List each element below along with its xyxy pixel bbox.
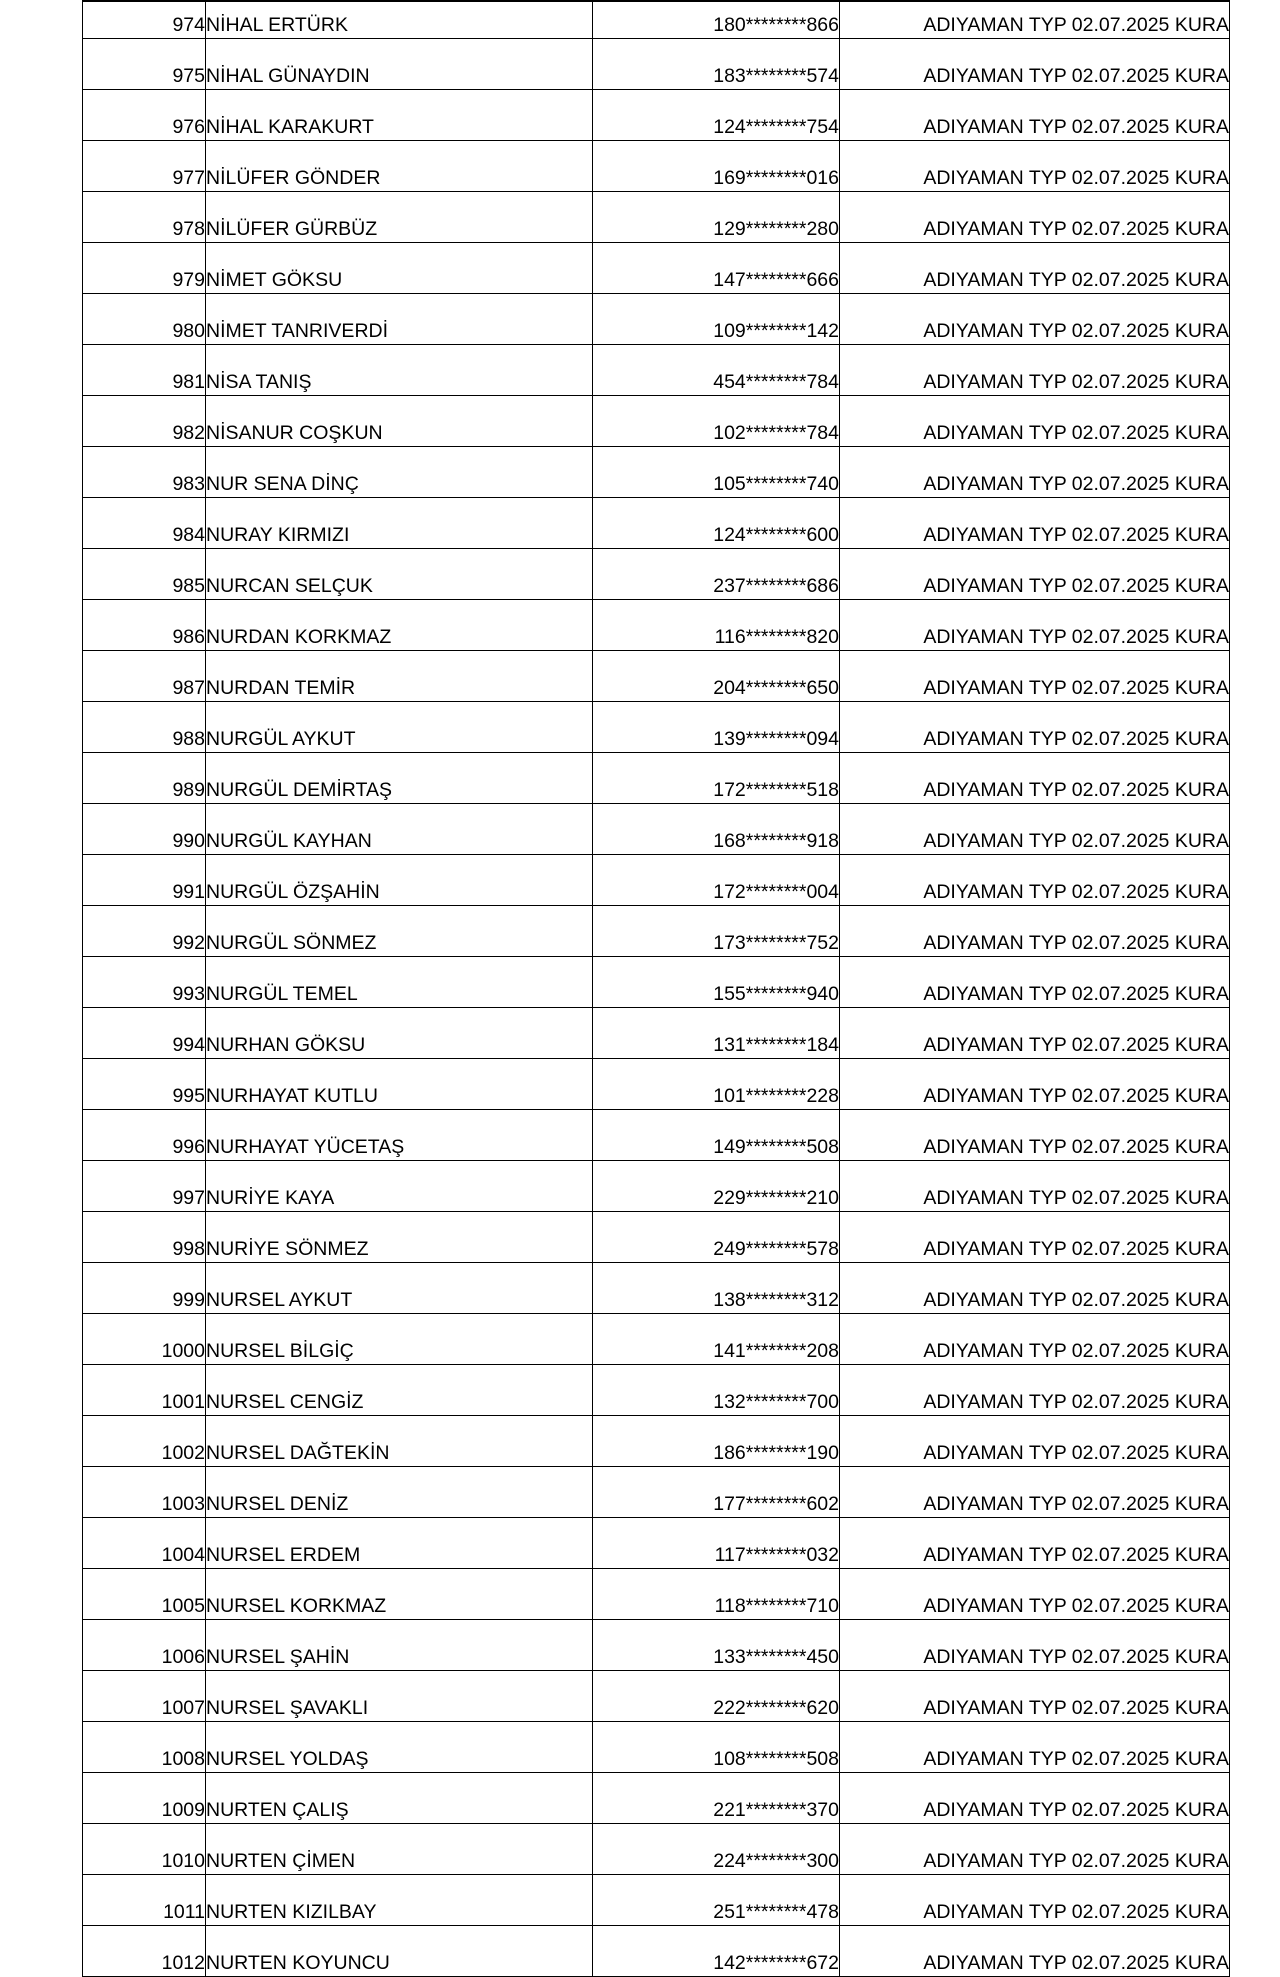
row-number-cell: 977 (83, 141, 206, 192)
table-row (83, 1875, 1230, 1926)
row-number-cell: 1009 (83, 1773, 206, 1824)
masked-id-cell: 169********016 (593, 141, 840, 192)
name-cell: NİLÜFER GÜRBÜZ (206, 192, 593, 243)
name-cell: NURİYE KAYA (206, 1161, 593, 1212)
name-cell: NURGÜL ÖZŞAHİN (206, 855, 593, 906)
row-number-cell: 1008 (83, 1722, 206, 1773)
placement-cell: ADIYAMAN TYP 02.07.2025 KURA (840, 804, 1230, 855)
masked-id-cell: 172********004 (593, 855, 840, 906)
name-cell: NURHAYAT YÜCETAŞ (206, 1110, 593, 1161)
table-row (83, 1773, 1230, 1824)
table-row (83, 1926, 1230, 1977)
table-row (83, 345, 1230, 396)
placement-cell: ADIYAMAN TYP 02.07.2025 KURA (840, 702, 1230, 753)
table-row (83, 1671, 1230, 1722)
masked-id-cell: 251********478 (593, 1875, 840, 1926)
name-cell: NURSEL ŞAVAKLI (206, 1671, 593, 1722)
name-cell: NURHAYAT KUTLU (206, 1059, 593, 1110)
table-row (83, 1722, 1230, 1773)
placement-cell: ADIYAMAN TYP 02.07.2025 KURA (840, 90, 1230, 141)
row-number-cell: 1010 (83, 1824, 206, 1875)
row-number-cell: 989 (83, 753, 206, 804)
masked-id-cell: 116********820 (593, 600, 840, 651)
placement-cell: ADIYAMAN TYP 02.07.2025 KURA (840, 192, 1230, 243)
row-number-cell: 976 (83, 90, 206, 141)
masked-id-cell: 454********784 (593, 345, 840, 396)
placement-cell: ADIYAMAN TYP 02.07.2025 KURA (840, 651, 1230, 702)
table-row (83, 294, 1230, 345)
name-cell: NURTEN KOYUNCU (206, 1926, 593, 1977)
placement-cell: ADIYAMAN TYP 02.07.2025 KURA (840, 1161, 1230, 1212)
table-row (83, 1824, 1230, 1875)
row-number-cell: 984 (83, 498, 206, 549)
table-row (83, 1467, 1230, 1518)
placement-cell: ADIYAMAN TYP 02.07.2025 KURA (840, 345, 1230, 396)
row-number-cell: 981 (83, 345, 206, 396)
table-row (83, 141, 1230, 192)
row-number-cell: 999 (83, 1263, 206, 1314)
row-number-cell: 985 (83, 549, 206, 600)
name-cell: NURDAN KORKMAZ (206, 600, 593, 651)
placement-cell: ADIYAMAN TYP 02.07.2025 KURA (840, 957, 1230, 1008)
masked-id-cell: 168********918 (593, 804, 840, 855)
placement-cell: ADIYAMAN TYP 02.07.2025 KURA (840, 1722, 1230, 1773)
masked-id-cell: 147********666 (593, 243, 840, 294)
masked-id-cell: 108********508 (593, 1722, 840, 1773)
placement-cell: ADIYAMAN TYP 02.07.2025 KURA (840, 1263, 1230, 1314)
masked-id-cell: 180********866 (593, 1, 840, 39)
masked-id-cell: 221********370 (593, 1773, 840, 1824)
placement-cell: ADIYAMAN TYP 02.07.2025 KURA (840, 294, 1230, 345)
table-row (83, 906, 1230, 957)
name-cell: NURCAN SELÇUK (206, 549, 593, 600)
placement-cell: ADIYAMAN TYP 02.07.2025 KURA (840, 753, 1230, 804)
masked-id-cell: 101********228 (593, 1059, 840, 1110)
placement-cell: ADIYAMAN TYP 02.07.2025 KURA (840, 1416, 1230, 1467)
placement-cell: ADIYAMAN TYP 02.07.2025 KURA (840, 1212, 1230, 1263)
table-row (83, 1212, 1230, 1263)
row-number-cell: 994 (83, 1008, 206, 1059)
name-cell: NURSEL KORKMAZ (206, 1569, 593, 1620)
masked-id-cell: 237********686 (593, 549, 840, 600)
masked-id-cell: 222********620 (593, 1671, 840, 1722)
placement-cell: ADIYAMAN TYP 02.07.2025 KURA (840, 600, 1230, 651)
masked-id-cell: 129********280 (593, 192, 840, 243)
row-number-cell: 996 (83, 1110, 206, 1161)
placement-cell: ADIYAMAN TYP 02.07.2025 KURA (840, 1875, 1230, 1926)
row-number-cell: 974 (83, 1, 206, 39)
row-number-cell: 998 (83, 1212, 206, 1263)
masked-id-cell: 124********600 (593, 498, 840, 549)
masked-id-cell: 133********450 (593, 1620, 840, 1671)
placement-cell: ADIYAMAN TYP 02.07.2025 KURA (840, 498, 1230, 549)
name-cell: NİMET TANRIVERDİ (206, 294, 593, 345)
row-number-cell: 1001 (83, 1365, 206, 1416)
name-cell: NURSEL YOLDAŞ (206, 1722, 593, 1773)
masked-id-cell: 229********210 (593, 1161, 840, 1212)
masked-id-cell: 173********752 (593, 906, 840, 957)
placement-cell: ADIYAMAN TYP 02.07.2025 KURA (840, 549, 1230, 600)
placement-cell: ADIYAMAN TYP 02.07.2025 KURA (840, 447, 1230, 498)
masked-id-cell: 149********508 (593, 1110, 840, 1161)
table-row (83, 498, 1230, 549)
row-number-cell: 1005 (83, 1569, 206, 1620)
table-row (83, 192, 1230, 243)
name-cell: NURGÜL DEMİRTAŞ (206, 753, 593, 804)
name-cell: NURSEL BİLGİÇ (206, 1314, 593, 1365)
name-cell: NİSA TANIŞ (206, 345, 593, 396)
placement-cell: ADIYAMAN TYP 02.07.2025 KURA (840, 141, 1230, 192)
table-row (83, 855, 1230, 906)
placement-cell: ADIYAMAN TYP 02.07.2025 KURA (840, 1620, 1230, 1671)
row-number-cell: 1004 (83, 1518, 206, 1569)
name-cell: NURGÜL SÖNMEZ (206, 906, 593, 957)
table-row (83, 39, 1230, 90)
table-row (83, 600, 1230, 651)
table-row (83, 1314, 1230, 1365)
row-number-cell: 995 (83, 1059, 206, 1110)
masked-id-cell: 142********672 (593, 1926, 840, 1977)
masked-id-cell: 139********094 (593, 702, 840, 753)
masked-id-cell: 118********710 (593, 1569, 840, 1620)
table-row (83, 1416, 1230, 1467)
table-row (83, 243, 1230, 294)
masked-id-cell: 183********574 (593, 39, 840, 90)
masked-id-cell: 132********700 (593, 1365, 840, 1416)
masked-id-cell: 131********184 (593, 1008, 840, 1059)
row-number-cell: 988 (83, 702, 206, 753)
masked-id-cell: 124********754 (593, 90, 840, 141)
table-row (83, 549, 1230, 600)
masked-id-cell: 177********602 (593, 1467, 840, 1518)
row-number-cell: 975 (83, 39, 206, 90)
table-row (83, 1620, 1230, 1671)
name-cell: NURDAN TEMİR (206, 651, 593, 702)
name-cell: NURTEN ÇİMEN (206, 1824, 593, 1875)
masked-id-cell: 105********740 (593, 447, 840, 498)
name-cell: NURSEL DENİZ (206, 1467, 593, 1518)
name-cell: NURGÜL AYKUT (206, 702, 593, 753)
masked-id-cell: 141********208 (593, 1314, 840, 1365)
name-cell: NİHAL GÜNAYDIN (206, 39, 593, 90)
table-row (83, 1008, 1230, 1059)
row-number-cell: 990 (83, 804, 206, 855)
table-row (83, 804, 1230, 855)
name-cell: NURSEL CENGİZ (206, 1365, 593, 1416)
placement-cell: ADIYAMAN TYP 02.07.2025 KURA (840, 243, 1230, 294)
masked-id-cell: 102********784 (593, 396, 840, 447)
name-cell: NURGÜL TEMEL (206, 957, 593, 1008)
row-number-cell: 1000 (83, 1314, 206, 1365)
name-cell: NURGÜL KAYHAN (206, 804, 593, 855)
placement-cell: ADIYAMAN TYP 02.07.2025 KURA (840, 1365, 1230, 1416)
name-cell: NURSEL AYKUT (206, 1263, 593, 1314)
placement-cell: ADIYAMAN TYP 02.07.2025 KURA (840, 1059, 1230, 1110)
placement-cell: ADIYAMAN TYP 02.07.2025 KURA (840, 906, 1230, 957)
name-cell: NİHAL ERTÜRK (206, 1, 593, 39)
placement-cell: ADIYAMAN TYP 02.07.2025 KURA (840, 39, 1230, 90)
masked-id-cell: 249********578 (593, 1212, 840, 1263)
placement-cell: ADIYAMAN TYP 02.07.2025 KURA (840, 1569, 1230, 1620)
placement-cell: ADIYAMAN TYP 02.07.2025 KURA (840, 1518, 1230, 1569)
row-number-cell: 992 (83, 906, 206, 957)
name-cell: NURSEL DAĞTEKİN (206, 1416, 593, 1467)
name-cell: NURSEL ŞAHİN (206, 1620, 593, 1671)
row-number-cell: 979 (83, 243, 206, 294)
masked-id-cell: 155********940 (593, 957, 840, 1008)
row-number-cell: 983 (83, 447, 206, 498)
placement-cell: ADIYAMAN TYP 02.07.2025 KURA (840, 855, 1230, 906)
masked-id-cell: 172********518 (593, 753, 840, 804)
row-number-cell: 987 (83, 651, 206, 702)
masked-id-cell: 109********142 (593, 294, 840, 345)
name-cell: NURTEN ÇALIŞ (206, 1773, 593, 1824)
row-number-cell: 1006 (83, 1620, 206, 1671)
table-row (83, 447, 1230, 498)
row-number-cell: 980 (83, 294, 206, 345)
placement-cell: ADIYAMAN TYP 02.07.2025 KURA (840, 396, 1230, 447)
table-row (83, 1518, 1230, 1569)
table-row (83, 1, 1230, 39)
name-cell: NİHAL KARAKURT (206, 90, 593, 141)
placement-cell: ADIYAMAN TYP 02.07.2025 KURA (840, 1773, 1230, 1824)
name-cell: NURTEN KIZILBAY (206, 1875, 593, 1926)
table-row (83, 396, 1230, 447)
row-number-cell: 1011 (83, 1875, 206, 1926)
row-number-cell: 1007 (83, 1671, 206, 1722)
table-row (83, 957, 1230, 1008)
row-number-cell: 1012 (83, 1926, 206, 1977)
table-row (83, 651, 1230, 702)
masked-id-cell: 138********312 (593, 1263, 840, 1314)
name-cell: NUR SENA DİNÇ (206, 447, 593, 498)
row-number-cell: 986 (83, 600, 206, 651)
placement-cell: ADIYAMAN TYP 02.07.2025 KURA (840, 1926, 1230, 1977)
placement-cell: ADIYAMAN TYP 02.07.2025 KURA (840, 1671, 1230, 1722)
name-cell: NURSEL ERDEM (206, 1518, 593, 1569)
name-cell: NURAY KIRMIZI (206, 498, 593, 549)
name-cell: NURHAN GÖKSU (206, 1008, 593, 1059)
row-number-cell: 1002 (83, 1416, 206, 1467)
table-row (83, 1365, 1230, 1416)
results-table-body (83, 1, 1230, 1977)
name-cell: NİSANUR COŞKUN (206, 396, 593, 447)
table-row (83, 1161, 1230, 1212)
results-table (82, 0, 1230, 1977)
row-number-cell: 1003 (83, 1467, 206, 1518)
row-number-cell: 997 (83, 1161, 206, 1212)
row-number-cell: 993 (83, 957, 206, 1008)
placement-cell: ADIYAMAN TYP 02.07.2025 KURA (840, 1467, 1230, 1518)
placement-cell: ADIYAMAN TYP 02.07.2025 KURA (840, 1314, 1230, 1365)
masked-id-cell: 186********190 (593, 1416, 840, 1467)
table-row (83, 90, 1230, 141)
name-cell: NİMET GÖKSU (206, 243, 593, 294)
table-row (83, 753, 1230, 804)
table-row (83, 1110, 1230, 1161)
placement-cell: ADIYAMAN TYP 02.07.2025 KURA (840, 1110, 1230, 1161)
masked-id-cell: 224********300 (593, 1824, 840, 1875)
table-row (83, 702, 1230, 753)
row-number-cell: 982 (83, 396, 206, 447)
name-cell: NURİYE SÖNMEZ (206, 1212, 593, 1263)
placement-cell: ADIYAMAN TYP 02.07.2025 KURA (840, 1824, 1230, 1875)
placement-cell: ADIYAMAN TYP 02.07.2025 KURA (840, 1008, 1230, 1059)
table-row (83, 1059, 1230, 1110)
masked-id-cell: 117********032 (593, 1518, 840, 1569)
placement-cell: ADIYAMAN TYP 02.07.2025 KURA (840, 1, 1230, 39)
row-number-cell: 978 (83, 192, 206, 243)
table-row (83, 1263, 1230, 1314)
masked-id-cell: 204********650 (593, 651, 840, 702)
table-row (83, 1569, 1230, 1620)
name-cell: NİLÜFER GÖNDER (206, 141, 593, 192)
row-number-cell: 991 (83, 855, 206, 906)
